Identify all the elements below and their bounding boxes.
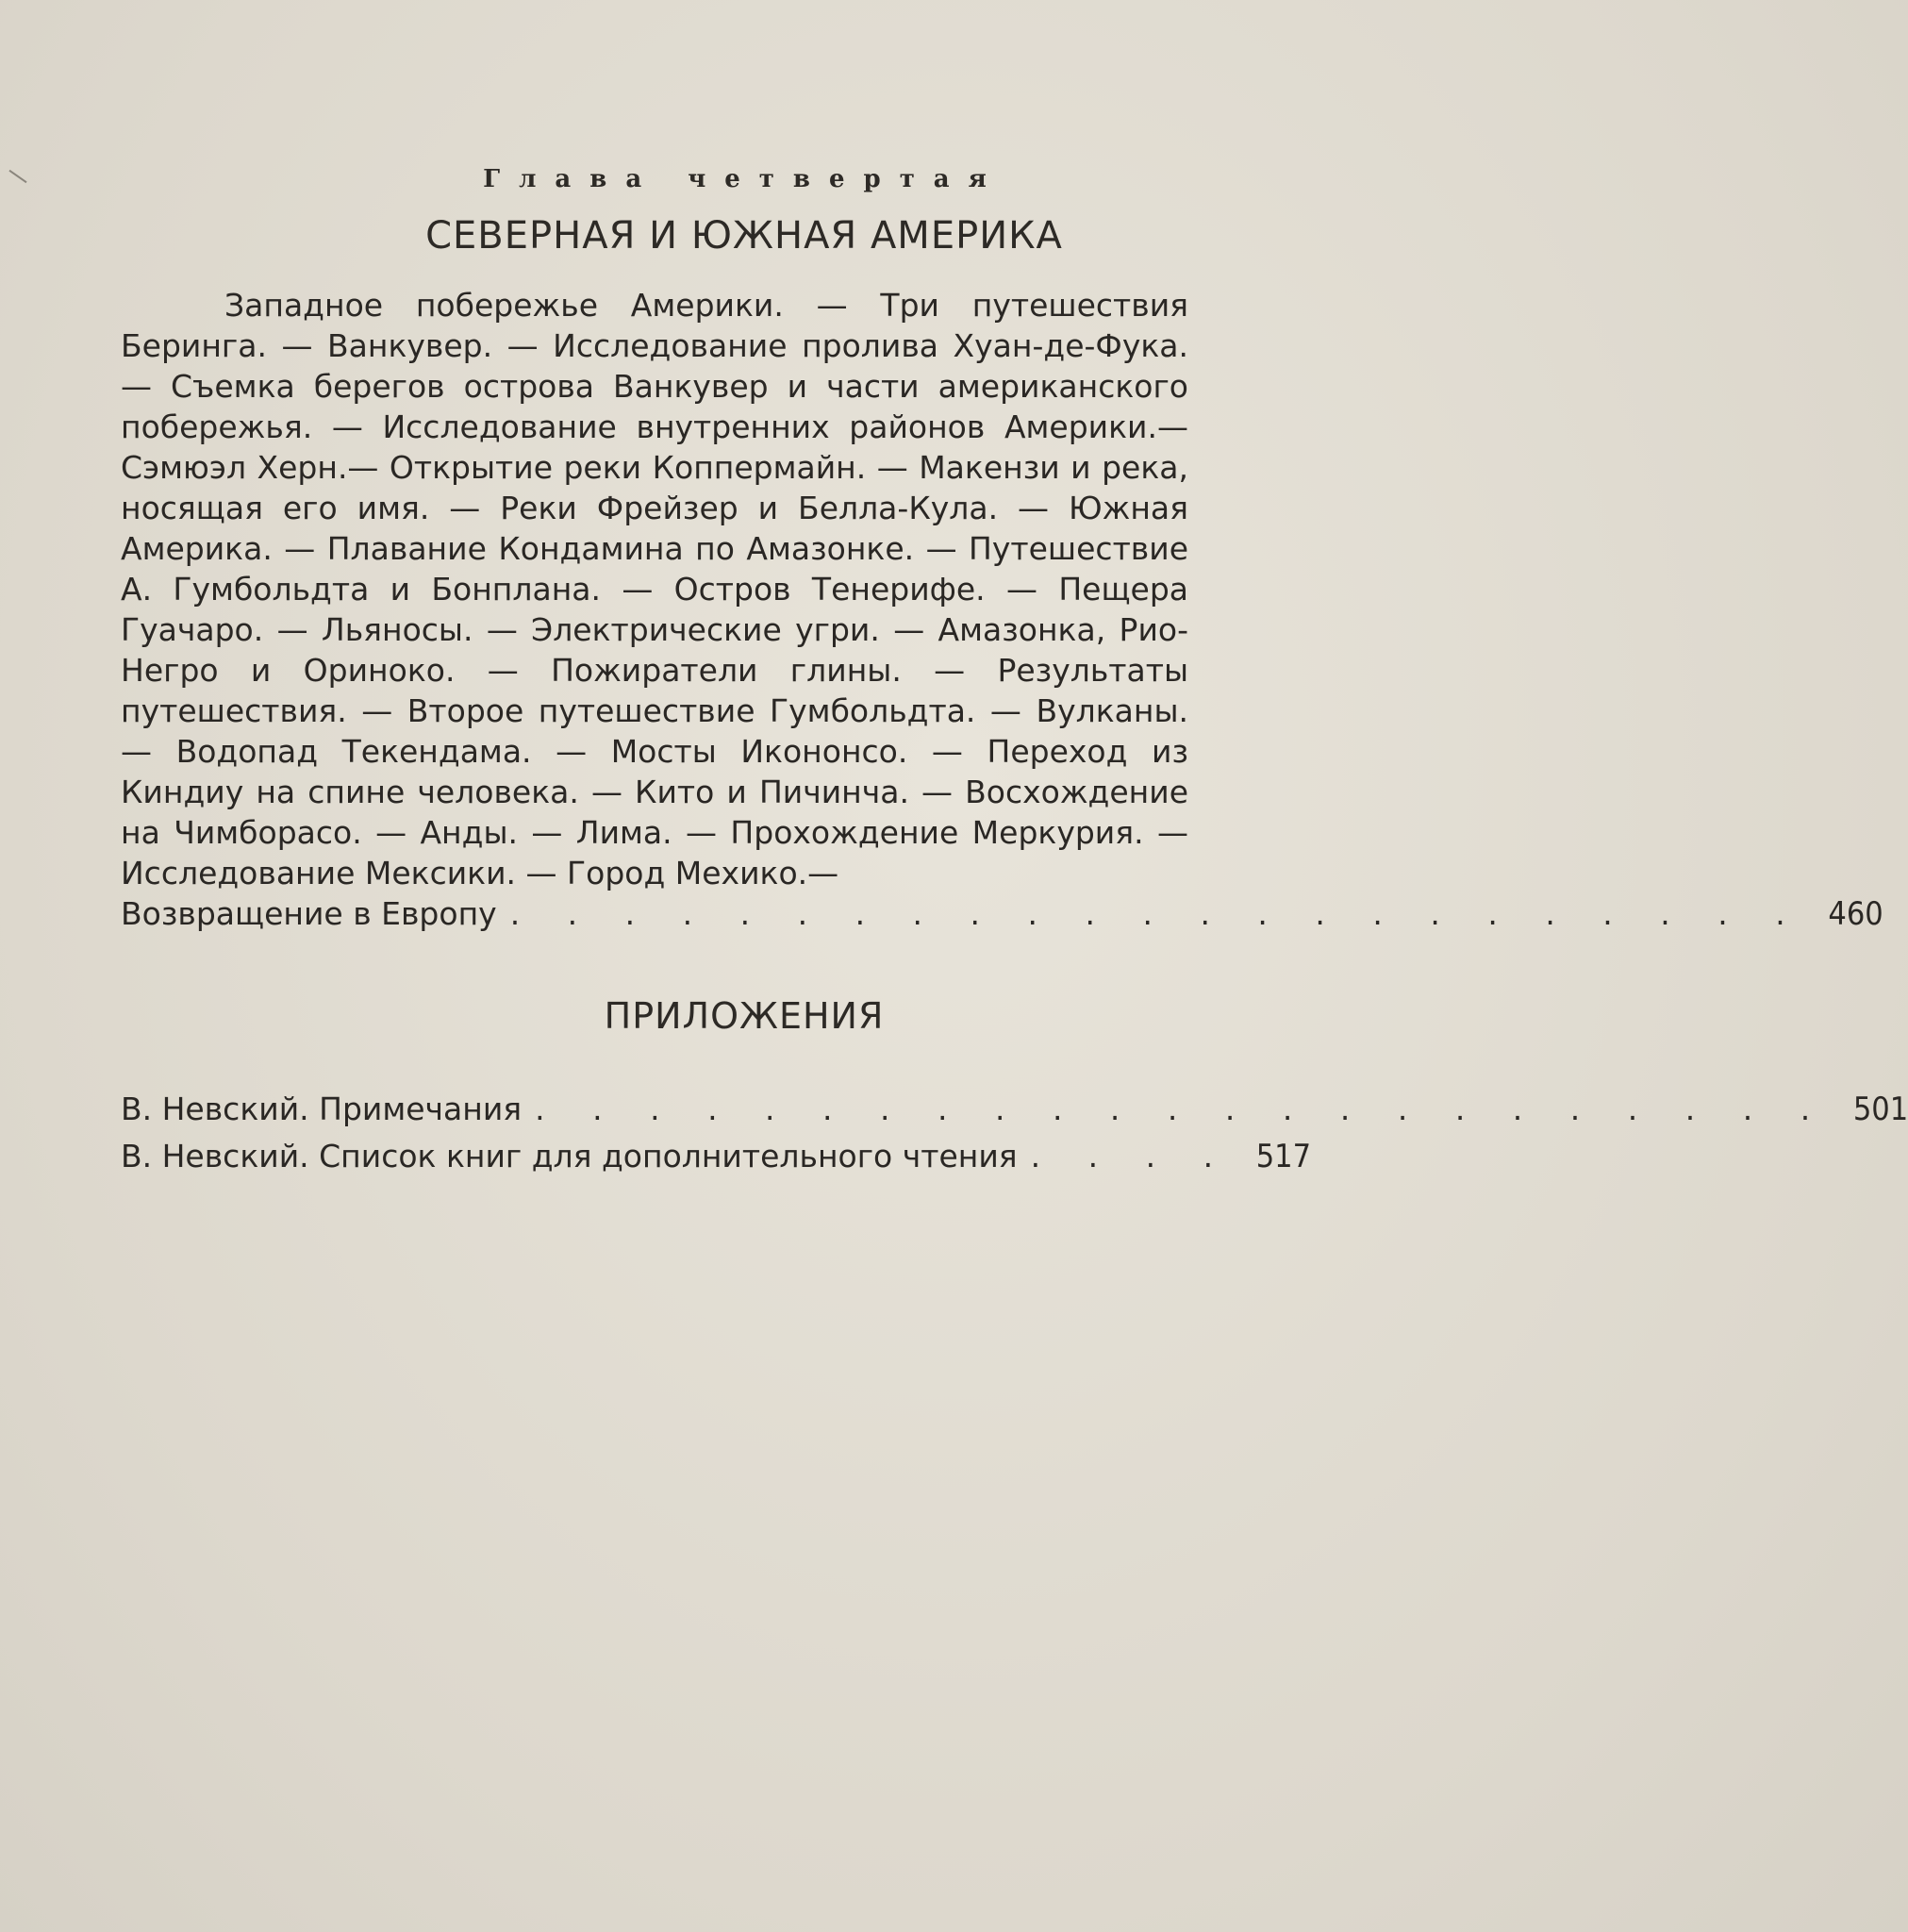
page-fold-mark — [8, 170, 26, 183]
appendix-list — [121, 1086, 1908, 1180]
chapter-summary-last-line: Возвращение в Европу — [121, 895, 497, 932]
chapter-title: СЕВЕРНАЯ И ЮЖНАЯ АМЕРИКА — [425, 214, 1063, 258]
chapter-entry-row — [121, 893, 1883, 935]
appendix-entry-reading-list — [121, 1133, 1312, 1180]
chapter-label: Глава четвертая — [483, 165, 1005, 193]
appendix-heading: ПРИЛОЖЕНИЯ — [604, 995, 885, 1037]
appendix-entry-page: 501 — [1852, 1091, 1908, 1128]
leader-dots: . . . . . . . . . . . . . . . . . . . . . . . — [535, 1091, 1830, 1127]
appendix-entry-page: 517 — [1255, 1138, 1312, 1175]
chapter-page-number: 460 — [1828, 895, 1883, 933]
appendix-entry-title: В. Невский. Список книг для дополнительного чтения — [121, 1138, 1018, 1174]
appendix-entry-notes — [121, 1086, 1908, 1133]
leader-dots: . . . . . . . . . . . . . . . . . . . . . . . — [509, 895, 1804, 932]
chapter-summary: Западное побережье Америки. — Три путешествия Беринга. — Ванкувер. — Исследование пролива Хуан-де-Фука. — Съемка берегов острова Ванкувер и части американского побережья. — Исследование внутренних районов Америки.— Сэмюэл Херн.— Открытие реки Коппермайн. — Макензи и река, носящая его имя. — Реки Фрейзер и Белла-Кула. — Южная Америка. — Плавание Кондамина по Амазонке. — Путешествие А. Гумбольдта и Бонплана. — Остров Тенерифе. — Пещера Гуачаро. — Льяносы. — Электрические угри. — Амазонка, Рио-Негро и Ориноко. — Пожиратели глины. — Результаты путешествия. — Второе путешествие Гумбольдта. — Вулканы.— Водопад Текендама. — Мосты Икононсо. — Переход из Киндиу на спине человека. — Кито и Пичинча. — Восхождение на Чимборасо. — Анды. — Лима. — Прохождение Меркурия. — Исследование Мексики. — Город Мехико.— — [121, 287, 1188, 891]
toc-page — [121, 160, 1908, 1180]
leader-dots: . . . . — [1030, 1138, 1233, 1174]
appendix-entry-title: В. Невский. Примечания — [121, 1091, 523, 1127]
